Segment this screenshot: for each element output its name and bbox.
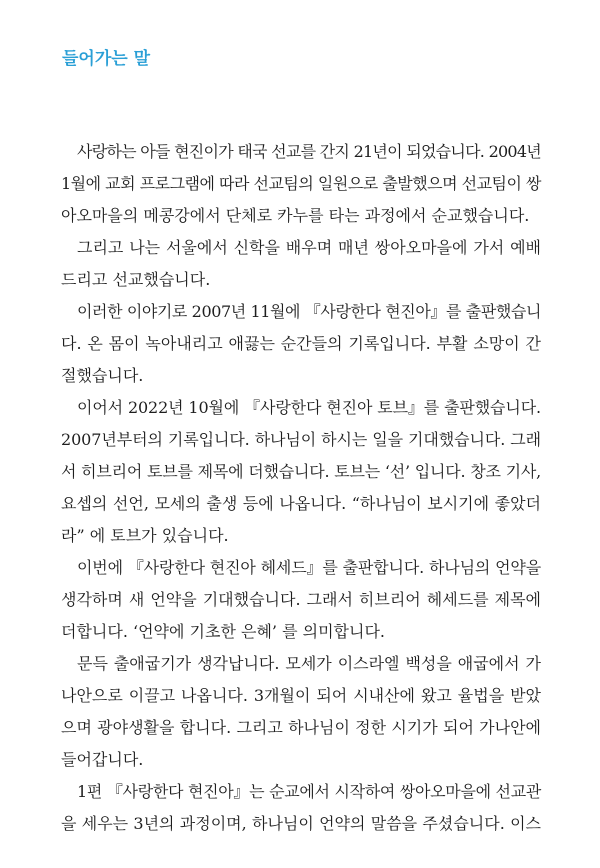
text-line: 아오마을의 메콩강에서 단체로 카누를 타는 과정에서 순교했습니다. (61, 206, 530, 225)
text-line: 사랑하는 아들 현진이가 태국 선교를 간지 21년이 되었습니다. 2004년 (77, 142, 541, 161)
text-line: 1편 『사랑한다 현진아』는 순교에서 시작하여 쌍아오마을에 선교관 (77, 782, 541, 801)
text-line: 더합니다. ‘언약에 기초한 은혜’ 를 의미합니다. (61, 622, 385, 641)
text-line: 요셉의 선언, 모세의 출생 등에 나옵니다. “하나님이 보시기에 좋았더 (61, 494, 541, 513)
text-line: 생각하며 새 언약을 기대했습니다. 그래서 히브리어 헤세드를 제목에 (61, 590, 541, 609)
text-line: 그리고 나는 서울에서 신학을 배우며 매년 쌍아오마을에 가서 예배 (77, 238, 541, 257)
section-heading: 들어가는 말 (62, 49, 151, 69)
text-line: 나안으로 이끌고 나옵니다. 3개월이 되어 시내산에 왔고 율법을 받았 (61, 686, 541, 705)
text-line: 이러한 이야기로 2007년 11월에 『사랑한다 현진아』를 출판했습니 (77, 302, 541, 321)
text-line: 을 세우는 3년의 과정이며, 하나님이 언약의 말씀을 주셨습니다. 이스 (61, 814, 541, 833)
text-line: 서 히브리어 토브를 제목에 더했습니다. 토브는 ‘선’ 입니다. 창조 기사, (61, 462, 541, 481)
text-line: 으며 광야생활을 합니다. 그리고 하나님이 정한 시기가 되어 가나안에 (61, 718, 541, 737)
text-line: 1월에 교회 프로그램에 따라 선교팀의 일원으로 출발했으며 선교팀이 쌍 (61, 174, 541, 193)
body-text (61, 136, 541, 840)
text-line: 절했습니다. (61, 366, 144, 385)
text-line: 들어갑니다. (61, 750, 144, 769)
text-line: 라” 에 토브가 있습니다. (61, 526, 229, 545)
text-line: 2007년부터의 기록입니다. 하나님이 하시는 일을 기대했습니다. 그래 (61, 430, 541, 449)
text-line: 다. 온 몸이 녹아내리고 애끓는 순간들의 기록입니다. 부활 소망이 간 (61, 334, 541, 353)
text-line: 이어서 2022년 10월에 『사랑한다 현진아 토브』를 출판했습니다. (77, 398, 541, 417)
text-line: 드리고 선교했습니다. (61, 270, 211, 289)
text-line: 문득 출애굽기가 생각납니다. 모세가 이스라엘 백성을 애굽에서 가 (77, 654, 541, 673)
text-line: 이번에 『사랑한다 현진아 헤세드』를 출판합니다. 하나님의 언약을 (77, 558, 541, 577)
